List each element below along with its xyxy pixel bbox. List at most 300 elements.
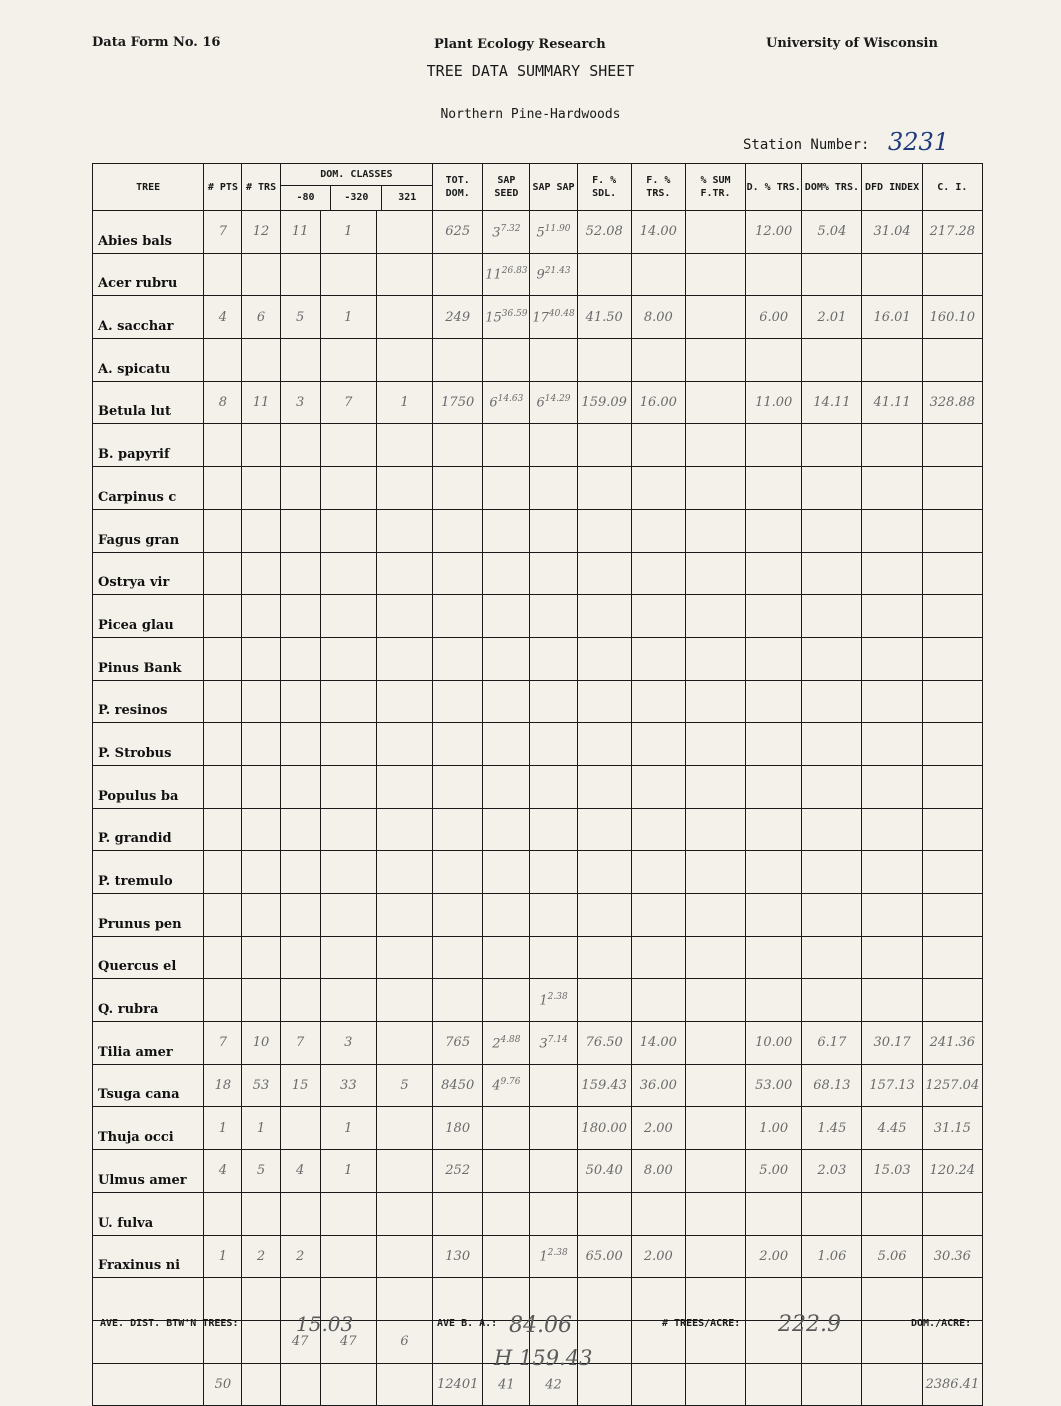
cell-ci xyxy=(922,851,982,894)
cell-d80 xyxy=(280,381,320,424)
cell-dfd xyxy=(862,894,922,937)
cell-d80 xyxy=(280,1107,320,1150)
cell-value: 1 xyxy=(344,1120,353,1136)
cell-dtrs xyxy=(746,808,802,851)
cell-sum xyxy=(685,894,745,937)
cell-trs xyxy=(242,680,280,723)
cell-value: 7 xyxy=(296,1035,305,1051)
cell-d80 xyxy=(280,1064,320,1107)
cell-dtrs xyxy=(746,381,802,424)
cell-subvalue: 7.32 xyxy=(500,223,521,234)
cell-d80 xyxy=(280,509,320,552)
cell-ftrs xyxy=(631,1192,685,1235)
ave-ba-note: H 159.43 xyxy=(494,1346,593,1370)
cell-ci xyxy=(922,979,982,1022)
cell-ci xyxy=(922,894,982,937)
cell-d321 xyxy=(376,1107,432,1150)
cell-d320 xyxy=(320,253,376,296)
cell-fsdl xyxy=(577,1192,631,1235)
cell-s2 xyxy=(530,1064,577,1107)
cell-d320 xyxy=(320,1064,376,1107)
cell-value: 18 xyxy=(214,1078,232,1094)
cell-d80 xyxy=(280,894,320,937)
table-row xyxy=(93,979,983,1022)
cell-value: 47 xyxy=(291,1334,309,1350)
cell-dfd xyxy=(862,723,922,766)
cell-s1 xyxy=(483,765,530,808)
cell-value: 36.00 xyxy=(639,1078,677,1094)
cell-pts xyxy=(204,253,242,296)
cell-fsdl xyxy=(577,211,631,254)
cell-subvalue: 21.43 xyxy=(544,266,571,277)
cell-dtrs xyxy=(746,253,802,296)
cell-ftrs xyxy=(631,211,685,254)
department: Plant Ecology Research xyxy=(434,37,606,52)
cell-dfd xyxy=(862,1107,922,1150)
cell-ci xyxy=(922,595,982,638)
tree-name-cell: Betula lut xyxy=(93,381,204,424)
cell-value: 5.06 xyxy=(877,1248,907,1264)
cell-ci xyxy=(922,1022,982,1065)
ave-ba-value: 84.06 xyxy=(509,1313,572,1338)
cell-s1 xyxy=(483,1022,530,1065)
cell-value: 130 xyxy=(445,1248,471,1264)
cell-d321 xyxy=(376,808,432,851)
col-sap-sap: SAP SAP xyxy=(530,164,577,211)
page-subtitle: Northern Pine-Hardwoods xyxy=(440,107,621,122)
cell-domtrs xyxy=(802,211,862,254)
cell-dfd xyxy=(862,1064,922,1107)
cell-fsdl xyxy=(577,552,631,595)
cell-domtrs xyxy=(802,552,862,595)
cell-dfd xyxy=(862,1022,922,1065)
cell-tot xyxy=(433,467,483,510)
cell-fsdl xyxy=(577,1235,631,1278)
cell-value: 241.36 xyxy=(929,1035,976,1051)
tree-name-cell: Fagus gran xyxy=(93,509,204,552)
col-dom-trs: DOM% TRS. xyxy=(802,164,862,211)
page-title: TREE DATA SUMMARY SHEET xyxy=(426,62,635,80)
cell-value: 1 xyxy=(344,224,353,240)
cell-ftrs xyxy=(631,1278,685,1321)
cell-d321 xyxy=(376,680,432,723)
cell-s1 xyxy=(483,552,530,595)
cell-value: 14.00 xyxy=(639,1035,677,1051)
table-row xyxy=(93,296,983,339)
cell-dfd xyxy=(862,467,922,510)
cell-value: 16.00 xyxy=(639,395,677,411)
table-row xyxy=(93,765,983,808)
tree-name-cell: Ostrya vir xyxy=(93,552,204,595)
cell-s2 xyxy=(530,339,577,382)
cell-subvalue: 9.76 xyxy=(500,1077,521,1088)
cell-value: 4 xyxy=(218,309,228,325)
cell-d320 xyxy=(320,680,376,723)
cell-fsdl xyxy=(577,936,631,979)
cell-subvalue: 2.38 xyxy=(547,992,568,1003)
cell-tot xyxy=(433,595,483,638)
cell-value: 3 xyxy=(539,1036,548,1052)
cell-tot xyxy=(433,509,483,552)
cell-value: 159.09 xyxy=(581,395,627,411)
cell-d320 xyxy=(320,1150,376,1193)
cell-trs xyxy=(242,211,280,254)
cell-domtrs xyxy=(802,851,862,894)
cell-ftrs xyxy=(631,1150,685,1193)
cell-dtrs xyxy=(746,595,802,638)
cell-dtrs xyxy=(746,723,802,766)
cell-dfd xyxy=(862,1363,922,1406)
cell-dfd xyxy=(862,808,922,851)
cell-ci xyxy=(922,723,982,766)
cell-d320 xyxy=(320,723,376,766)
cell-fsdl xyxy=(577,339,631,382)
cell-dtrs xyxy=(746,894,802,937)
cell-value: 2386.41 xyxy=(925,1376,980,1392)
cell-d321 xyxy=(376,552,432,595)
cell-tot xyxy=(433,1192,483,1235)
cell-s1 xyxy=(483,296,530,339)
cell-value: 4 xyxy=(492,1078,501,1094)
cell-ftrs xyxy=(631,637,685,680)
cell-value: 41 xyxy=(498,1377,515,1393)
cell-value: 11 xyxy=(485,267,502,283)
cell-ftrs xyxy=(631,509,685,552)
trees-acre-value: 222.9 xyxy=(778,1312,841,1337)
col-dfd-index: DFD INDEX xyxy=(862,164,922,211)
table-row xyxy=(93,595,983,638)
cell-value: 1 xyxy=(344,1163,353,1179)
table-row xyxy=(93,467,983,510)
cell-pts xyxy=(204,1363,242,1406)
cell-s1 xyxy=(483,509,530,552)
cell-ftrs xyxy=(631,296,685,339)
cell-subvalue: 36.59 xyxy=(501,309,528,320)
cell-sum xyxy=(685,1150,745,1193)
tree-name-cell: Pinus Bank xyxy=(93,637,204,680)
cell-tot xyxy=(433,1107,483,1150)
cell-domtrs xyxy=(802,723,862,766)
cell-s2 xyxy=(530,1022,577,1065)
cell-ci xyxy=(922,296,982,339)
cell-value: 2.01 xyxy=(817,309,847,325)
cell-d321 xyxy=(376,936,432,979)
cell-d320 xyxy=(320,211,376,254)
tree-name-cell: Ulmus amer xyxy=(93,1150,204,1193)
cell-ci xyxy=(922,467,982,510)
cell-domtrs xyxy=(802,680,862,723)
cell-value: 159.43 xyxy=(581,1078,627,1094)
cell-pts xyxy=(204,680,242,723)
cell-value: 8.00 xyxy=(643,309,673,325)
cell-ci xyxy=(922,1192,982,1235)
cell-s1 xyxy=(483,936,530,979)
cell-sum xyxy=(685,936,745,979)
col-ci: C. I. xyxy=(922,164,982,211)
cell-ci xyxy=(922,1150,982,1193)
cell-trs xyxy=(242,552,280,595)
cell-s2 xyxy=(530,894,577,937)
cell-pts xyxy=(204,211,242,254)
cell-ftrs xyxy=(631,1235,685,1278)
tree-name-cell: Thuja occi xyxy=(93,1107,204,1150)
cell-value: 2.00 xyxy=(643,1120,673,1136)
cell-dtrs xyxy=(746,1235,802,1278)
cell-fsdl xyxy=(577,637,631,680)
cell-trs xyxy=(242,936,280,979)
cell-value: 5 xyxy=(296,309,305,325)
ave-dist-label: AVE. DIST. BTW'N TREES: xyxy=(100,1318,239,1329)
cell-value: 160.10 xyxy=(929,309,976,325)
cell-sum xyxy=(685,1107,745,1150)
cell-d80 xyxy=(280,680,320,723)
cell-d320 xyxy=(320,1363,376,1406)
cell-subvalue: 14.29 xyxy=(544,394,571,405)
cell-d321 xyxy=(376,1278,432,1321)
tree-name-cell: P. resinos xyxy=(93,680,204,723)
cell-sum xyxy=(685,1278,745,1321)
cell-ftrs xyxy=(631,253,685,296)
cell-subvalue: 40.48 xyxy=(548,309,575,320)
cell-dtrs xyxy=(746,1107,802,1150)
cell-d321 xyxy=(376,296,432,339)
cell-value: 68.13 xyxy=(813,1078,851,1094)
col-trs: # TRS xyxy=(242,164,280,211)
cell-dtrs xyxy=(746,509,802,552)
cell-value: 625 xyxy=(445,224,471,240)
cell-d321 xyxy=(376,723,432,766)
cell-ci xyxy=(922,1278,982,1321)
cell-s2 xyxy=(530,680,577,723)
cell-sum xyxy=(685,1064,745,1107)
cell-tot xyxy=(433,723,483,766)
cell-trs xyxy=(242,637,280,680)
table-row xyxy=(93,339,983,382)
cell-value: 6 xyxy=(256,309,266,325)
cell-trs xyxy=(242,1150,280,1193)
cell-value: 2.03 xyxy=(817,1163,847,1179)
cell-value: 1 xyxy=(256,1120,266,1136)
cell-d321 xyxy=(376,637,432,680)
cell-domtrs xyxy=(802,1150,862,1193)
cell-dtrs xyxy=(746,211,802,254)
cell-value: 1 xyxy=(539,1249,548,1265)
col-tot-dom: TOT. DOM. xyxy=(433,164,483,211)
cell-sum xyxy=(685,1363,745,1406)
cell-value: 180 xyxy=(445,1120,471,1136)
cell-s1 xyxy=(483,467,530,510)
cell-trs xyxy=(242,595,280,638)
tree-name-cell: Carpinus c xyxy=(93,467,204,510)
cell-pts xyxy=(204,595,242,638)
cell-value: 180.00 xyxy=(581,1120,627,1136)
cell-d80 xyxy=(280,1192,320,1235)
cell-ci xyxy=(922,1064,982,1107)
cell-s2 xyxy=(530,1235,577,1278)
cell-pts xyxy=(204,723,242,766)
cell-s1 xyxy=(483,1192,530,1235)
cell-s2 xyxy=(530,1150,577,1193)
cell-fsdl xyxy=(577,808,631,851)
cell-ci xyxy=(922,339,982,382)
cell-d80 xyxy=(280,552,320,595)
cell-pts xyxy=(204,1150,242,1193)
cell-trs xyxy=(242,851,280,894)
cell-ftrs xyxy=(631,979,685,1022)
university: University of Wisconsin xyxy=(766,36,938,51)
cell-ci xyxy=(922,424,982,467)
cell-fsdl xyxy=(577,509,631,552)
cell-ftrs xyxy=(631,381,685,424)
cell-value: 6 xyxy=(536,395,545,411)
table-row xyxy=(93,723,983,766)
cell-trs xyxy=(242,339,280,382)
cell-d321 xyxy=(376,253,432,296)
cell-ci xyxy=(922,680,982,723)
table-row xyxy=(93,1022,983,1065)
cell-sum xyxy=(685,253,745,296)
cell-value: 1.00 xyxy=(759,1120,789,1136)
col-dom-320: -320 xyxy=(330,186,381,210)
cell-value: 1 xyxy=(539,993,548,1009)
table-row xyxy=(93,894,983,937)
cell-d80 xyxy=(280,211,320,254)
cell-s2 xyxy=(530,211,577,254)
table-row xyxy=(93,1107,983,1150)
cell-fsdl xyxy=(577,1022,631,1065)
cell-s1 xyxy=(483,1107,530,1150)
cell-dfd xyxy=(862,1235,922,1278)
tree-name-cell: Populus ba xyxy=(93,765,204,808)
cell-domtrs xyxy=(802,253,862,296)
cell-trs xyxy=(242,1107,280,1150)
cell-ci xyxy=(922,509,982,552)
col-dom-80: -80 xyxy=(296,192,315,203)
cell-s2 xyxy=(530,467,577,510)
cell-s2 xyxy=(530,552,577,595)
cell-tot xyxy=(433,296,483,339)
cell-dtrs xyxy=(746,979,802,1022)
table-row xyxy=(93,552,983,595)
cell-dtrs xyxy=(746,1022,802,1065)
cell-value: 7 xyxy=(344,395,353,411)
cell-d80 xyxy=(280,253,320,296)
cell-value: 1 xyxy=(218,1120,228,1136)
cell-ftrs xyxy=(631,894,685,937)
cell-value: 252 xyxy=(445,1163,471,1179)
cell-fsdl xyxy=(577,979,631,1022)
cell-dfd xyxy=(862,552,922,595)
cell-ci xyxy=(922,1363,982,1406)
col-sap-seed: SAP SEED xyxy=(483,164,530,211)
tree-name-cell: Tilia amer xyxy=(93,1022,204,1065)
cell-tot xyxy=(433,552,483,595)
cell-d321 xyxy=(376,595,432,638)
cell-dtrs xyxy=(746,1064,802,1107)
cell-ftrs xyxy=(631,1064,685,1107)
cell-value: 5 xyxy=(256,1163,266,1179)
table-row xyxy=(93,211,983,254)
cell-value: 2 xyxy=(492,1036,501,1052)
cell-s1 xyxy=(483,595,530,638)
cell-sum xyxy=(685,296,745,339)
cell-s2 xyxy=(530,296,577,339)
cell-s1 xyxy=(483,1064,530,1107)
cell-fsdl xyxy=(577,296,631,339)
cell-domtrs xyxy=(802,467,862,510)
cell-trs xyxy=(242,1192,280,1235)
cell-domtrs xyxy=(802,1235,862,1278)
cell-domtrs xyxy=(802,339,862,382)
cell-d320 xyxy=(320,1235,376,1278)
cell-sum xyxy=(685,595,745,638)
cell-value: 765 xyxy=(445,1035,471,1051)
cell-ftrs xyxy=(631,552,685,595)
cell-dfd xyxy=(862,851,922,894)
cell-s2 xyxy=(530,936,577,979)
cell-value: 42 xyxy=(545,1377,562,1393)
cell-ci xyxy=(922,552,982,595)
cell-ftrs xyxy=(631,851,685,894)
trees-acre-label: # TREES/ACRE: xyxy=(662,1318,741,1329)
cell-value: 11 xyxy=(291,224,309,240)
cell-value: 30.36 xyxy=(933,1248,971,1264)
cell-pts xyxy=(204,552,242,595)
cell-ftrs xyxy=(631,595,685,638)
cell-fsdl xyxy=(577,381,631,424)
cell-ftrs xyxy=(631,808,685,851)
cell-ftrs xyxy=(631,765,685,808)
cell-d320 xyxy=(320,424,376,467)
cell-value: 15 xyxy=(291,1078,309,1094)
cell-dfd xyxy=(862,1150,922,1193)
cell-d320 xyxy=(320,595,376,638)
cell-value: 50 xyxy=(214,1376,232,1392)
cell-trs xyxy=(242,723,280,766)
cell-domtrs xyxy=(802,424,862,467)
tree-data-table xyxy=(92,163,983,1406)
cell-value: 6 xyxy=(489,395,498,411)
cell-value: 3 xyxy=(296,395,305,411)
cell-s2 xyxy=(530,381,577,424)
cell-value: 15 xyxy=(485,310,502,326)
cell-value: 11 xyxy=(252,395,270,411)
cell-tot xyxy=(433,211,483,254)
cell-ftrs xyxy=(631,1107,685,1150)
cell-s2 xyxy=(530,723,577,766)
cell-domtrs xyxy=(802,637,862,680)
cell-dtrs xyxy=(746,936,802,979)
cell-trs xyxy=(242,1235,280,1278)
cell-d320 xyxy=(320,1107,376,1150)
tree-name-cell: Prunus pen xyxy=(93,894,204,937)
cell-value: 7 xyxy=(218,224,228,240)
cell-s1 xyxy=(483,723,530,766)
cell-d320 xyxy=(320,552,376,595)
cell-d320 xyxy=(320,509,376,552)
cell-value: 33 xyxy=(340,1078,357,1094)
cell-dfd xyxy=(862,424,922,467)
cell-fsdl xyxy=(577,467,631,510)
cell-domtrs xyxy=(802,1363,862,1406)
cell-dtrs xyxy=(746,1150,802,1193)
cell-d320 xyxy=(320,637,376,680)
cell-d80 xyxy=(280,424,320,467)
cell-tot xyxy=(433,424,483,467)
cell-dfd xyxy=(862,509,922,552)
cell-d321 xyxy=(376,509,432,552)
cell-domtrs xyxy=(802,1107,862,1150)
